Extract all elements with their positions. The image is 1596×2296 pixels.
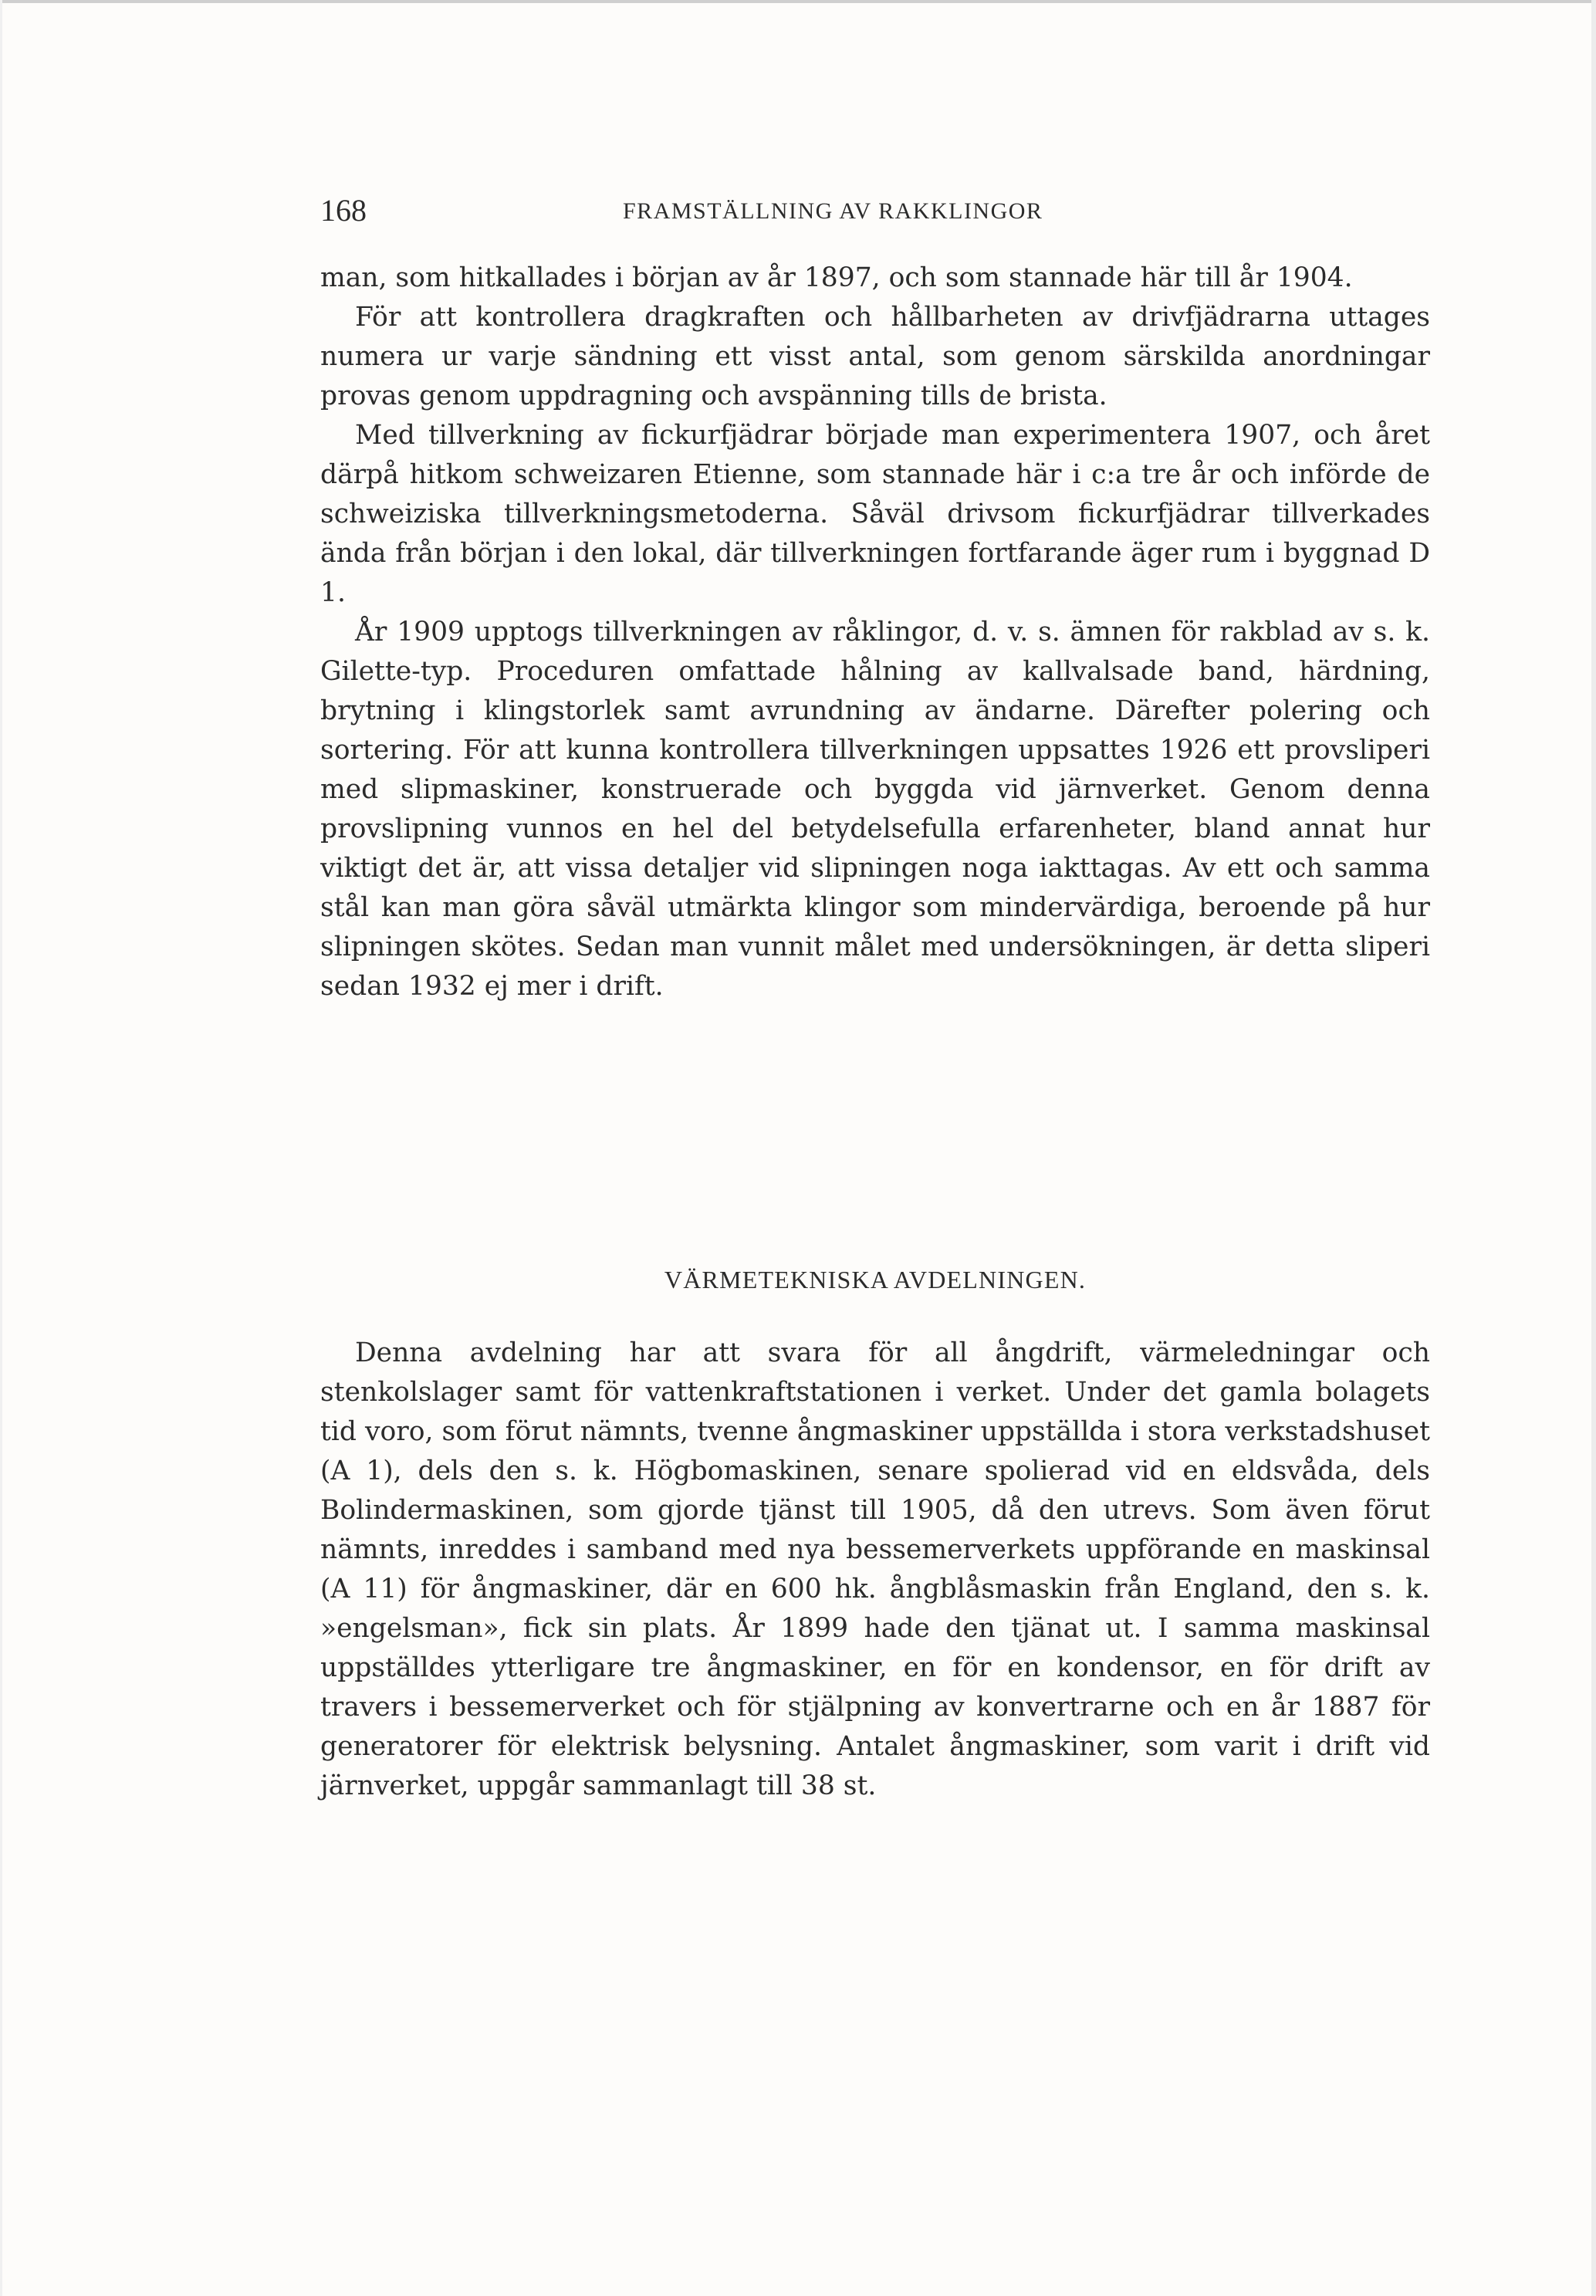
section-body-text [320, 1334, 1430, 1806]
body-text-block [320, 259, 1430, 1006]
page-edge-right [1591, 0, 1596, 2296]
paragraph: Med tillverkning av fickurfjädrar började man experimentera 1907, och året därpå hitkom schweizaren Etienne, som stannade här i c:a tre år och införde de schweiziska tillverkningsmetoderna. Såväl drivsom fickurfjädrar tillverkades ända från början i den lokal, där tillverkningen fortfarande äger rum i byggnad D 1. [320, 420, 1430, 608]
page-edge-left [0, 0, 2, 2296]
paragraph: År 1909 upptogs tillverkningen av råklingor, d. v. s. ämnen för rakblad av s. k. Gilette-typ. Proceduren omfattade hålning av kallvalsade band, härdning, brytning i klingstorlek samt avrundning av ändarne. Därefter polering och sortering. För att kunna kontrollera tillverkningen uppsattes 1926 ett provsliperi med slipmaskiner, konstruerade och byggda vid järnverket. Genom denna provslipning vunnos en hel del betydelsefulla erfarenheter, bland annat hur viktigt det är, att vissa detaljer vid slipningen noga iakttagas. Av ett och samma stål kan man göra såväl utmärkta klingor som mindervärdiga, beroende på hur slipningen skötes. Sedan man vunnit målet med undersökningen, är detta sliperi sedan 1932 ej mer i drift. [320, 617, 1430, 1002]
paragraph: man, som hitkallades i början av år 1897, och som stannade här till år 1904. [320, 262, 1353, 293]
running-title: FRAMSTÄLLNING AV RAKKLINGOR [623, 198, 1043, 224]
running-head [320, 191, 1430, 230]
paragraph: För att kontrollera dragkraften och hållbarheten av drivfjädrarna uttages numera ur varje sändning ett visst antal, som genom särskilda anordningar provas genom uppdragning och avspänning tills de brista. [320, 302, 1430, 411]
paragraph: Denna avdelning har att svara för all ångdrift, värmeledningar och stenkolslager samt för vattenkraftstationen i verket. Under det gamla bolagets tid voro, som förut nämnts, tvenne ångmaskiner uppställda i stora verkstadshuset (A 1), dels den s. k. Högbomaskinen, senare spolierad vid en eldsvåda, dels Bolindermaskinen, som gjorde tjänst till 1905, då den utrevs. Som även förut nämnts, inreddes i samband med nya bessemerverkets uppförande en maskinsal (A 11) för ångmaskiner, där en 600 hk. ångblåsmaskin från England, den s. k. »engelsman», fick sin plats. År 1899 hade den tjänat ut. I samma maskinsal uppställdes ytterligare tre ångmaskiner, en för en kondensor, en för drift av travers i bessemerverket och för stjälpning av konvertrarne och en år 1887 för generatorer för elektrisk belysning. Antalet ångmaskiner, som varit i drift vid järnverket, uppgår sammanlagt till 38 st. [320, 1337, 1430, 1801]
page-edge-top [0, 0, 1596, 3]
section-heading: VÄRMETEKNISKA AVDELNINGEN. [664, 1266, 1087, 1293]
page-number: 168 [320, 193, 367, 228]
